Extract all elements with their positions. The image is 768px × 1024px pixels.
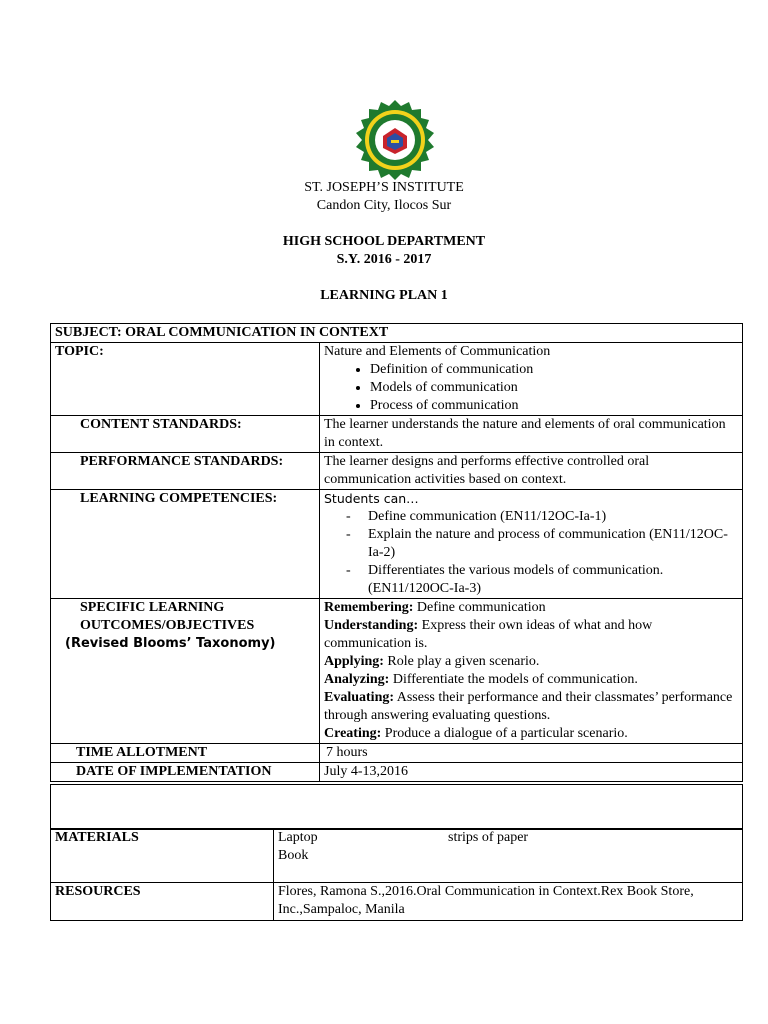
- list-item: • Models of communication: [370, 379, 738, 397]
- objective-applying: [324, 653, 738, 671]
- materials-item-strips: strips of paper: [448, 830, 529, 845]
- objective-level: Evaluating:: [324, 690, 395, 705]
- materials-resources-table: [50, 828, 743, 921]
- learning-competencies-label: LEARNING COMPETENCIES:: [51, 490, 320, 599]
- learning-plan-table: [50, 323, 743, 782]
- subject-row: [51, 324, 743, 343]
- topic-title: Nature and Elements of Communication: [324, 344, 551, 359]
- objective-evaluating: [324, 689, 738, 725]
- objectives-label-3: (Revised Blooms’ Taxonomy): [65, 636, 276, 651]
- objective-text: Assess their performance and their classmates’ performance through answering evaluating questions.: [324, 690, 733, 723]
- objective-level: Creating:: [324, 726, 382, 741]
- topic-cell: [320, 343, 743, 416]
- resources-row: [51, 883, 743, 921]
- topic-row: [51, 343, 743, 416]
- learning-competencies-row: [51, 490, 743, 599]
- resources-value: Flores, Ramona S.,2016.Oral Communication in Context.Rex Book Store, Inc.,Sampaloc, Manila: [274, 883, 743, 921]
- institution-name: ST. JOSEPH’S INSTITUTE: [304, 180, 464, 195]
- materials-item-laptop: Laptop: [278, 830, 318, 845]
- list-item: • Definition of communication: [370, 361, 738, 379]
- objective-text: Define communication: [413, 600, 546, 615]
- objectives-cell: [320, 599, 743, 744]
- plan-title: LEARNING PLAN 1: [320, 288, 448, 303]
- blank-section-box: [50, 784, 743, 830]
- list-item: - Explain the nature and process of communication (EN11/12OC-Ia-2): [368, 526, 738, 562]
- time-allotment-label: TIME ALLOTMENT: [51, 744, 320, 763]
- objective-text: Differentiate the models of communication.: [389, 672, 638, 687]
- topic-list: [324, 361, 738, 415]
- content-standards-value: The learner understands the nature and elements of oral communication in context.: [320, 416, 743, 453]
- performance-standards-row: [51, 453, 743, 490]
- objectives-label-cell: [51, 599, 320, 744]
- objective-creating: [324, 725, 738, 743]
- materials-row: [51, 829, 743, 883]
- date-implementation-value: July 4-13,2016: [320, 763, 743, 782]
- objective-text: Express their own ideas of what and how communication is.: [324, 618, 653, 651]
- date-implementation-label: DATE OF IMPLEMENTATION: [51, 763, 320, 782]
- objective-text: Role play a given scenario.: [383, 654, 540, 669]
- performance-standards-value: The learner designs and performs effective controlled oral communication activities based on context.: [320, 453, 743, 490]
- list-item: - Define communication (EN11/12OC-Ia-1): [368, 508, 738, 526]
- objective-level: Understanding:: [324, 618, 419, 633]
- materials-label: MATERIALS: [51, 829, 274, 883]
- objective-understanding: [324, 617, 738, 653]
- content-standards-label: CONTENT STANDARDS:: [51, 416, 320, 453]
- objective-remembering: [324, 599, 738, 617]
- list-item: - Differentiates the various models of communication. (EN11/120OC-Ia-3): [368, 562, 738, 598]
- topic-label: TOPIC:: [51, 343, 320, 416]
- school-year: S.Y. 2016 - 2017: [336, 252, 432, 267]
- performance-standards-label: PERFORMANCE STANDARDS:: [51, 453, 320, 490]
- materials-cell: [274, 829, 743, 883]
- competencies-list: [324, 508, 738, 598]
- date-implementation-row: [51, 763, 743, 782]
- objective-analyzing: [324, 671, 738, 689]
- school-seal-logo: [353, 98, 437, 182]
- competencies-intro: Students can…: [324, 491, 419, 506]
- learning-competencies-cell: [320, 490, 743, 599]
- resources-label: RESOURCES: [51, 883, 274, 921]
- department-name: HIGH SCHOOL DEPARTMENT: [282, 234, 486, 249]
- objectives-label-2: OUTCOMES/OBJECTIVES: [80, 618, 255, 633]
- objective-level: Applying:: [324, 654, 384, 669]
- time-allotment-row: [51, 744, 743, 763]
- subject-cell: SUBJECT: ORAL COMMUNICATION IN CONTEXT: [51, 324, 743, 343]
- objective-level: Analyzing:: [324, 672, 390, 687]
- objective-level: Remembering:: [324, 600, 414, 615]
- objectives-row: [51, 599, 743, 744]
- institution-location: Candon City, Ilocos Sur: [316, 198, 452, 213]
- objective-text: Produce a dialogue of a particular scenario.: [381, 726, 628, 741]
- list-item: • Process of communication: [370, 397, 738, 415]
- objectives-label-1: SPECIFIC LEARNING: [80, 600, 225, 615]
- content-standards-row: [51, 416, 743, 453]
- materials-item-book: Book: [278, 848, 309, 863]
- time-allotment-value: 7 hours: [320, 744, 743, 763]
